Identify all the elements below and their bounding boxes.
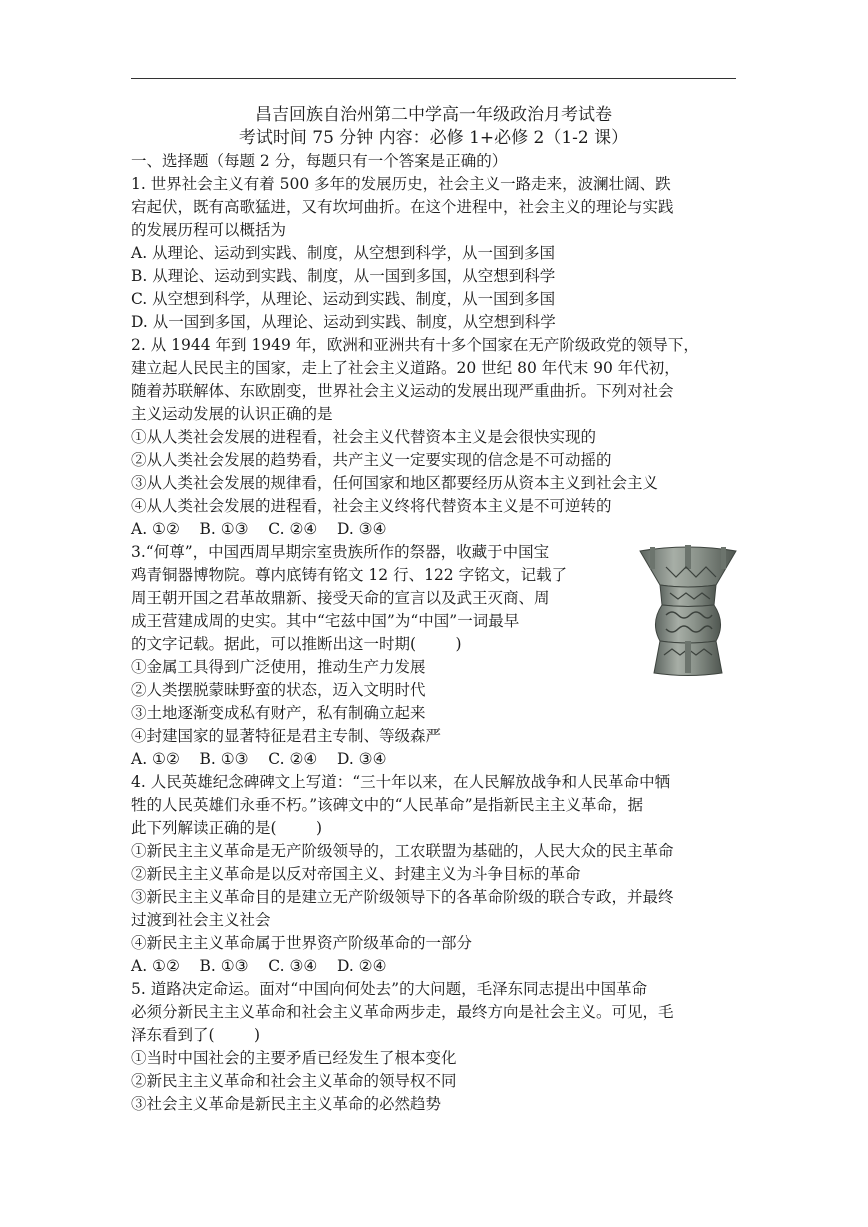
option-b: B. 从理论、运动到实践、制度，从一国到多国，从空想到科学 [131,267,556,285]
bronze-vessel-icon [636,545,740,679]
statement-item: ③社会主义革命是新民主主义革命的必然趋势 [131,1095,442,1113]
statement-item: ②从人类社会发展的趋势看，共产主义一定要实现的信念是不可动摇的 [131,451,612,469]
question-stem-line: 的文字记载。据此，可以推断出这一时期( ) [131,635,462,653]
question-stem-line: 成王营建成周的史实。其中“宅兹中国”为“中国”一词最早 [131,612,520,630]
statement-item: ④封建国家的显著特征是君主专制、等级森严 [131,727,442,745]
answer-choices: A. ①② B. ①③ C. ②④ D. ③④ [131,520,387,538]
question-stem-line: 鸡青铜器博物院。尊内底铸有铭文 12 行、122 字铭文，记载了 [131,566,568,584]
question-stem-line: 3.“何尊”，中国西周早期宗室贵族所作的祭器，收藏于中国宝 [131,543,550,561]
statement-item: ①新民主主义革命是无产阶级领导的，工农联盟为基础的，人民大众的民主革命 [131,842,674,860]
question-stem-line: 1. 世界社会主义有着 500 多年的发展历史，社会主义一路走来，波澜壮阔、跌 [131,175,671,193]
statement-item: ③新民主主义革命目的是建立无产阶级领导下的各革命阶级的联合专政，并最终 [131,888,674,906]
answer-choices: A. ①② B. ①③ C. ②④ D. ③④ [131,750,387,768]
statement-item: ②新民主主义革命和社会主义革命的领导权不同 [131,1072,457,1090]
statement-item: ②人类摆脱蒙昧野蛮的状态，迈入文明时代 [131,681,426,699]
statement-item: ③土地逐渐变成私有财产，私有制确立起来 [131,704,426,722]
statement-item: ②新民主主义革命是以反对帝国主义、封建主义为斗争目标的革命 [131,865,581,883]
answer-choices: A. ①② B. ①③ C. ③④ D. ②④ [131,957,387,975]
statement-item: ①金属工具得到广泛使用，推动生产力发展 [131,658,426,676]
statement-item: ①当时中国社会的主要矛盾已经发生了根本变化 [131,1049,457,1067]
exam-title: 昌吉回族自治州第二中学高一年级政治月考试卷 [255,105,612,125]
option-d: D. 从一国到多国，从理论、运动到实践、制度，从空想到科学 [131,313,556,331]
question-stem-line: 必须分新民主主义革命和社会主义革命两步走，最终方向是社会主义。可见，毛 [131,1003,674,1021]
statement-item: ③从人类社会发展的规律看，任何国家和地区都要经历从资本主义到社会主义 [131,474,659,492]
question-stem-line: 此下列解读正确的是( ) [131,819,323,837]
question-1 [131,173,741,334]
statement-item: ①从人类社会发展的进程看，社会主义代替资本主义是会很快实现的 [131,428,597,446]
exam-subtitle: 考试时间 75 分钟 内容：必修 1+必修 2（1-2 课） [238,128,629,148]
option-c: C. 从空想到科学，从理论、运动到实践、制度，从一国到多国 [131,290,556,308]
question-stem-line: 随着苏联解体、东欧剧变，世界社会主义运动的发展出现严重曲折。下列对社会 [131,382,674,400]
question-stem-line: 周王朝开国之君革故鼎新、接受天命的宣言以及武王灭商、周 [131,589,550,607]
question-stem-line: 牲的人民英雄们永垂不朽。”该碑文中的“人民革命”是指新民主主义革命，据 [131,796,644,814]
question-stem-line: 建立起人民民主的国家，走上了社会主义道路。20 世纪 80 年代末 90 年代初， [131,359,680,377]
question-stem-line: 主义运动发展的认识正确的是 [131,405,333,423]
exam-header [131,104,736,150]
statement-item: ④从人类社会发展的进程看，社会主义终将代替资本主义是不可逆转的 [131,497,612,515]
question-2 [131,334,741,541]
option-a: A. 从理论、运动到实践、制度，从空想到科学，从一国到多国 [131,244,556,262]
statement-item: ④新民主主义革命属于世界资产阶级革命的一部分 [131,934,473,952]
question-stem-line: 4. 人民英雄纪念碑碑文上写道：“三十年以来，在人民解放战争和人民革命中牺 [131,773,671,791]
question-stem-line: 宕起伏，既有高歌猛进，又有坎坷曲折。在这个进程中，社会主义的理论与实践 [131,198,674,216]
question-stem-line: 的发展历程可以概括为 [131,221,287,239]
question-4 [131,771,741,978]
section-heading: 一、选择题（每题 2 分，每题只有一个答案是正确的） [131,152,508,170]
question-5 [131,978,741,1116]
statement-item: 过渡到社会主义社会 [131,911,271,929]
question-stem-line: 2. 从 1944 年到 1949 年，欧洲和亚洲共有十多个国家在无产阶级政党的领导下， [131,336,699,354]
header-rule [131,78,736,79]
question-stem-line: 泽东看到了( ) [131,1026,261,1044]
question-stem-line: 5. 道路决定命运。面对“中国向何处去”的大问题，毛泽东同志提出中国革命 [131,980,648,998]
